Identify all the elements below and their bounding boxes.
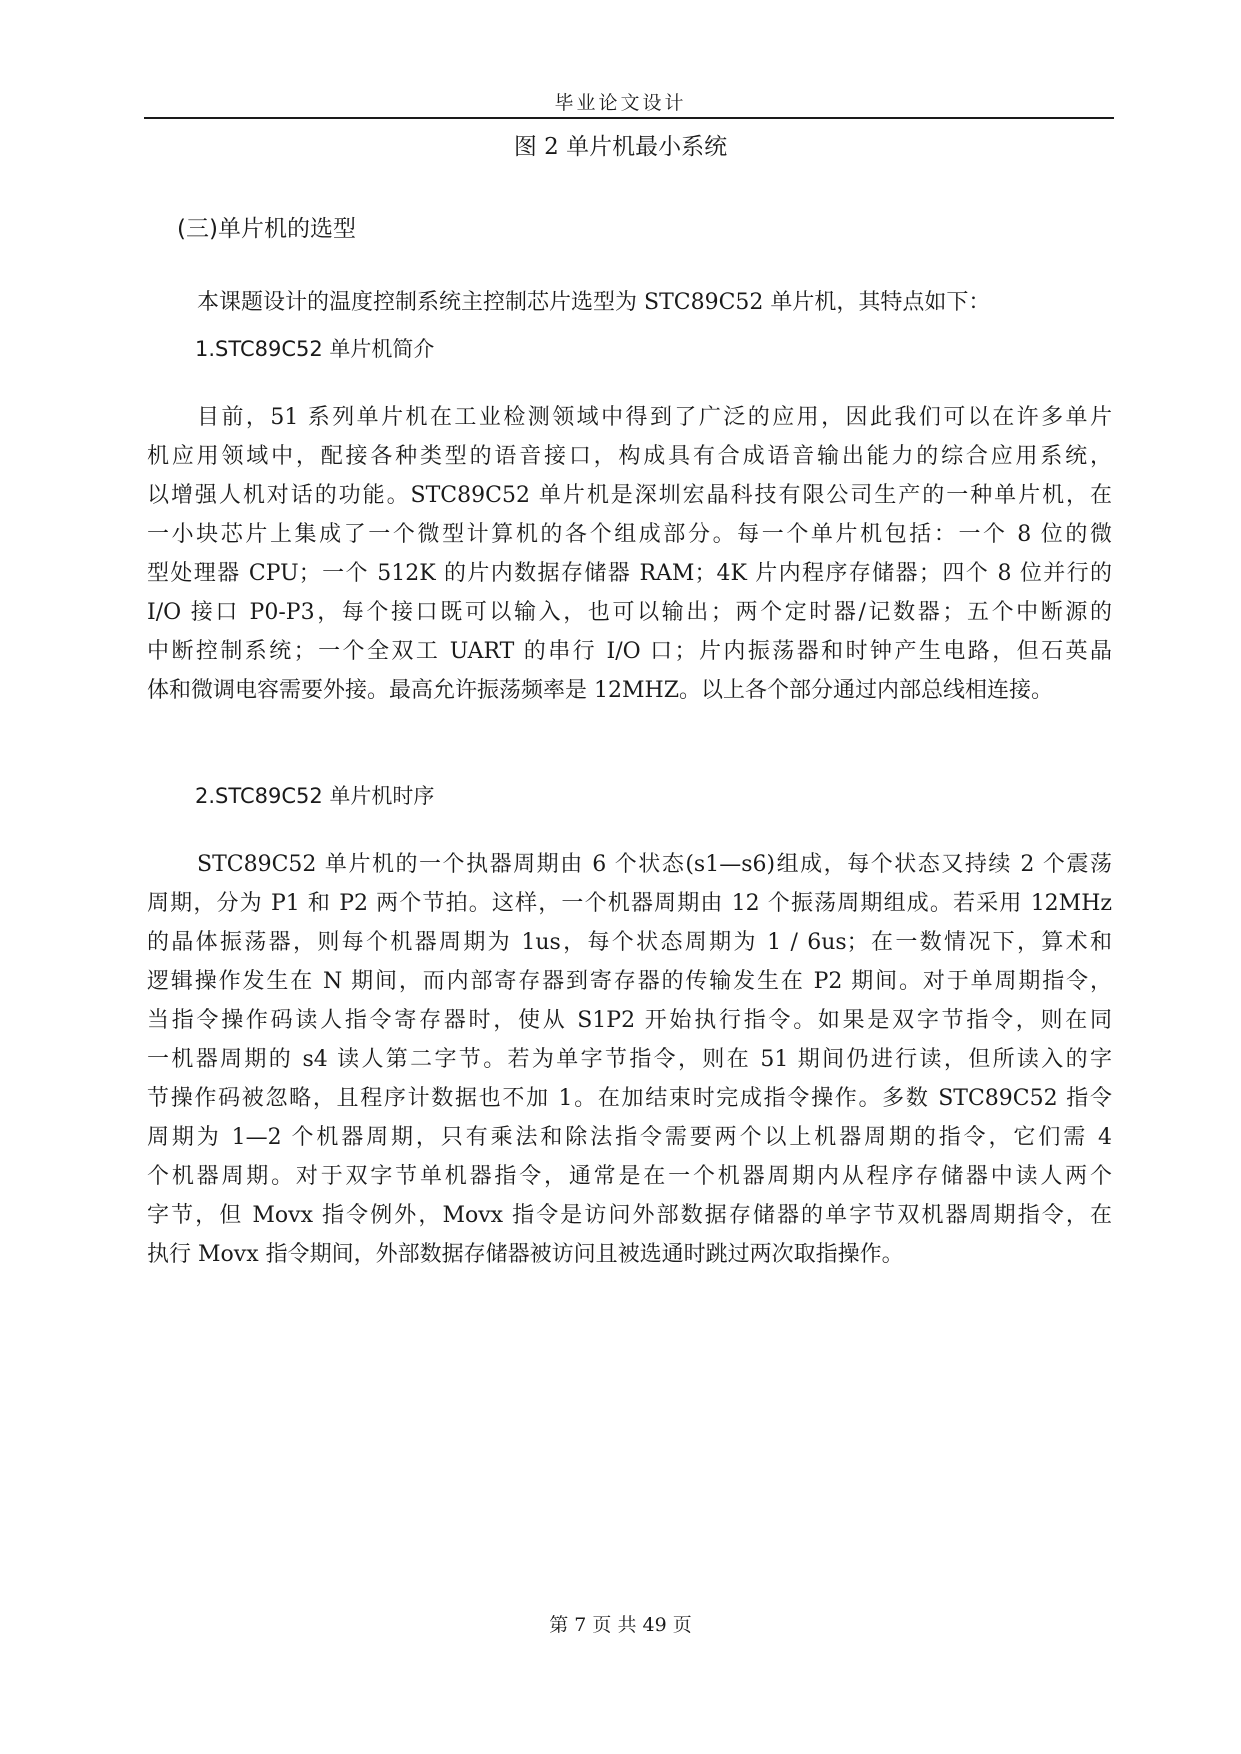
paragraph-stc89c52-timing	[147, 845, 1112, 1274]
page-number: 第 7 页 共 49 页	[549, 1614, 692, 1636]
paragraph-line: 一机器周期的 s4 读人第二字节。若为单字节指令，则在 51 期间仍进行读，但所读入的字	[147, 1047, 1112, 1072]
subsection-heading-2: 2.STC89C52 单片机时序	[195, 784, 435, 808]
paragraph-line: 节操作码被忽略，且程序计数据也不加 1。在加结束时完成指令操作。多数 STC89C52 指令	[147, 1086, 1112, 1111]
paragraph-line: 体和微调电容需要外接。最高允许振荡频率是 12MHZ。以上各个部分通过内部总线相连接。	[147, 678, 1053, 703]
paragraph-line: 个机器周期。对于双字节单机器指令，通常是在一个机器周期内从程序存储器中读人两个	[147, 1164, 1112, 1189]
running-header: 毕业论文设计	[554, 92, 687, 114]
figure-caption: 图 2 单片机最小系统	[513, 134, 728, 160]
subsection-heading-1: 1.STC89C52 单片机简介	[195, 337, 435, 361]
paragraph-line: 机应用领域中，配接各种类型的语音接口，构成具有合成语音输出能力的综合应用系统，	[147, 444, 1112, 469]
paragraph-line: 的晶体振荡器，则每个机器周期为 1us，每个状态周期为 1 / 6us；在一数情况下，算术和	[147, 930, 1112, 955]
paragraph-line: STC89C52 单片机的一个执器周期由 6 个状态(s1—s6)组成，每个状态又持续 2 个震荡	[197, 852, 1112, 877]
paragraph-line: 字节，但 Movx 指令例外，Movx 指令是访问外部数据存储器的单字节双机器周期指令，在	[147, 1203, 1112, 1228]
section-intro: 本课题设计的温度控制系统主控制芯片选型为 STC89C52 单片机，其特点如下：	[197, 290, 991, 315]
paragraph-line: 当指令操作码读人指令寄存器时，使从 S1P2 开始执行指令。如果是双字节指令，则在同	[147, 1008, 1112, 1033]
header-rule	[144, 117, 1114, 119]
paragraph-stc89c52-intro	[147, 398, 1112, 710]
paragraph-line: I/O 接口 P0-P3，每个接口既可以输入，也可以输出；两个定时器/记数器；五个中断源的	[147, 600, 1112, 625]
paragraph-line: 目前，51 系列单片机在工业检测领域中得到了广泛的应用，因此我们可以在许多单片	[197, 405, 1112, 430]
paragraph-line: 以增强人机对话的功能。STC89C52 单片机是深圳宏晶科技有限公司生产的一种单片机，在	[147, 483, 1112, 508]
paragraph-line: 型处理器 CPU；一个 512K 的片内数据存储器 RAM；4K 片内程序存储器；四个 8 位并行的	[147, 561, 1112, 586]
paragraph-line: 逻辑操作发生在 N 期间，而内部寄存器到寄存器的传输发生在 P2 期间。对于单周期指令，	[147, 969, 1112, 994]
paragraph-line: 一小块芯片上集成了一个微型计算机的各个组成部分。每一个单片机包括：一个 8 位的微	[147, 522, 1112, 547]
section-heading: (三)单片机的选型	[177, 216, 356, 242]
paragraph-line: 周期，分为 P1 和 P2 两个节拍。这样，一个机器周期由 12 个振荡周期组成。若采用 12MHz	[147, 891, 1112, 916]
paragraph-line: 执行 Movx 指令期间，外部数据存储器被访问且被选通时跳过两次取指操作。	[147, 1242, 904, 1267]
paragraph-line: 中断控制系统；一个全双工 UART 的串行 I/O 口；片内振荡器和时钟产生电路，但石英晶	[147, 639, 1112, 664]
paragraph-line: 周期为 1—2 个机器周期，只有乘法和除法指令需要两个以上机器周期的指令，它们需 4	[147, 1125, 1112, 1150]
